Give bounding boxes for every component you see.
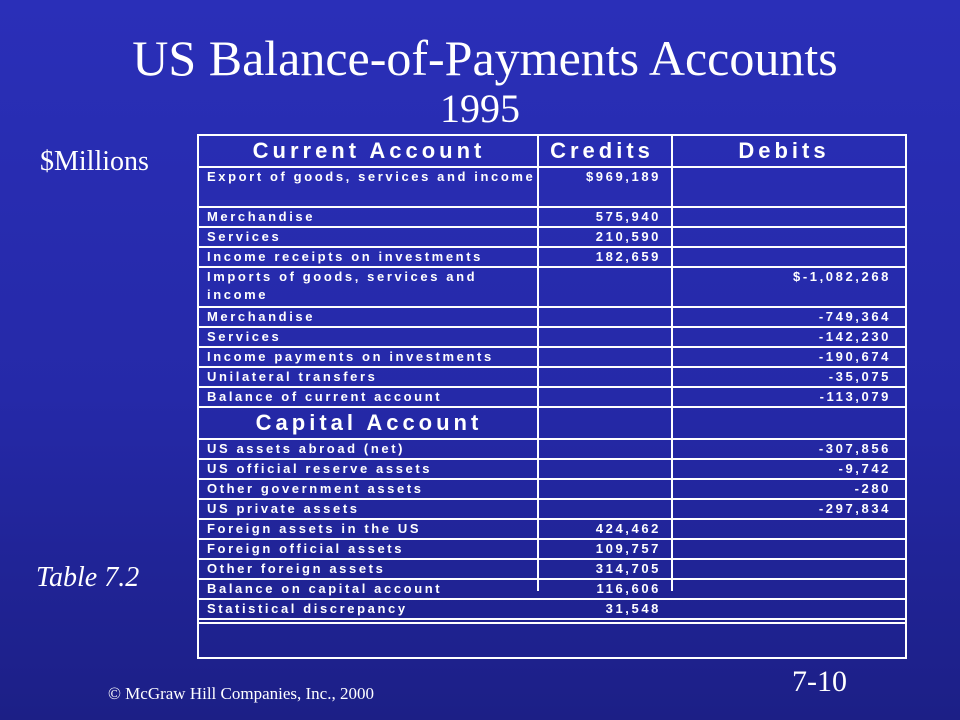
row-credit-value [539, 460, 665, 478]
row-debit-value: -113,079 [819, 389, 891, 404]
row-credit-value [539, 308, 665, 326]
header-capital-account: Capital Account [255, 410, 483, 435]
row-debit-value: -307,856 [818, 441, 891, 456]
capital-account-row [199, 460, 905, 480]
row-debit-value: -749,364 [818, 309, 891, 324]
current-account-row [199, 328, 905, 348]
capital-account-row [199, 560, 905, 580]
row-credit-value [539, 268, 665, 306]
table-reference-label: Table 7.2 [36, 562, 140, 593]
row-debit-value [673, 208, 895, 226]
current-account-row [199, 388, 905, 408]
row-debit-value: -142,230 [818, 329, 891, 344]
row-debit-value: $-1,082,268 [793, 269, 891, 284]
row-credit-value: 314,705 [595, 561, 661, 576]
row-credit-value [539, 368, 665, 386]
row-description: Unilateral transfers [207, 369, 378, 384]
row-debit-value: -297,834 [818, 501, 891, 516]
current-account-row [199, 368, 905, 388]
row-debit-value [673, 520, 895, 538]
row-description: US private assets [207, 501, 360, 516]
row-credit-value: 116,606 [596, 581, 661, 596]
row-description: Services [207, 229, 282, 244]
current-account-row [199, 208, 905, 228]
row-credit-value: 210,590 [595, 229, 661, 244]
row-credit-value [539, 328, 665, 346]
row-debit-value [673, 168, 895, 206]
row-credit-value [539, 348, 665, 366]
row-description: Income receipts on investments [207, 249, 483, 264]
row-description: Export of goods, services and income [207, 169, 536, 184]
slide-subtitle-year: 1995 [440, 86, 520, 131]
row-credit-value: 109,757 [595, 541, 661, 556]
capital-account-row [199, 540, 905, 560]
row-debit-value [673, 540, 895, 558]
row-description: Services [207, 329, 282, 344]
header-credits: Credits [550, 138, 654, 163]
slide-title: US Balance-of-Payments Accounts [132, 30, 838, 86]
row-credit-value: 31,548 [605, 601, 661, 616]
balance-of-payments-table [197, 134, 907, 659]
row-debit-value [673, 600, 895, 618]
row-description: Foreign assets in the US [207, 521, 422, 536]
capital-account-row [199, 500, 905, 520]
row-credit-value: $969,189 [585, 169, 661, 184]
row-description: Other foreign assets [207, 561, 386, 576]
row-description: Merchandise [207, 209, 316, 224]
row-debit-value [673, 228, 895, 246]
row-credit-value: 424,462 [595, 521, 661, 536]
table-header-row [199, 136, 905, 168]
row-description: Balance of current account [207, 389, 443, 404]
row-description: US official reserve assets [207, 461, 433, 476]
current-account-row [199, 268, 905, 308]
slide-number: 7-10 [792, 665, 847, 698]
header-debits: Debits [738, 138, 830, 163]
row-description: Balance on capital account [207, 581, 443, 596]
row-debit-value: -35,075 [828, 369, 891, 384]
row-debit-value [673, 580, 895, 598]
row-credit-value [539, 440, 665, 458]
row-debit-value: -9,742 [838, 461, 891, 476]
row-description: Foreign official assets [207, 541, 405, 556]
current-account-row [199, 228, 905, 248]
row-description: Income payments on investments [207, 349, 494, 364]
header-current-account: Current Account [252, 138, 486, 163]
row-credit-value [539, 388, 665, 406]
copyright-notice: © McGraw Hill Companies, Inc., 2000 [108, 684, 374, 703]
capital-account-header-row [199, 408, 905, 440]
current-account-row [199, 348, 905, 368]
row-credit-value: 575,940 [595, 209, 661, 224]
current-account-row [199, 248, 905, 268]
row-debit-value: -280 [854, 481, 891, 496]
row-debit-value: -190,674 [818, 349, 891, 364]
capital-account-row [199, 480, 905, 500]
capital-account-row [199, 580, 905, 600]
units-label: $Millions [40, 146, 149, 177]
current-account-row [199, 308, 905, 328]
row-debit-value [673, 560, 895, 578]
row-description: Other government assets [207, 481, 424, 496]
row-description: Statistical discrepancy [207, 601, 408, 616]
current-account-row [199, 168, 905, 208]
row-description: Merchandise [207, 309, 316, 324]
row-credit-value: 182,659 [595, 249, 661, 264]
row-description: US assets abroad (net) [207, 441, 406, 456]
table-spacer-row [199, 620, 905, 624]
capital-account-row [199, 520, 905, 540]
row-debit-value [673, 248, 895, 266]
row-description: Imports of goods, services and income [207, 269, 478, 302]
capital-account-row [199, 440, 905, 460]
capital-account-row [199, 600, 905, 620]
row-credit-value [539, 500, 665, 518]
row-credit-value [539, 480, 665, 498]
